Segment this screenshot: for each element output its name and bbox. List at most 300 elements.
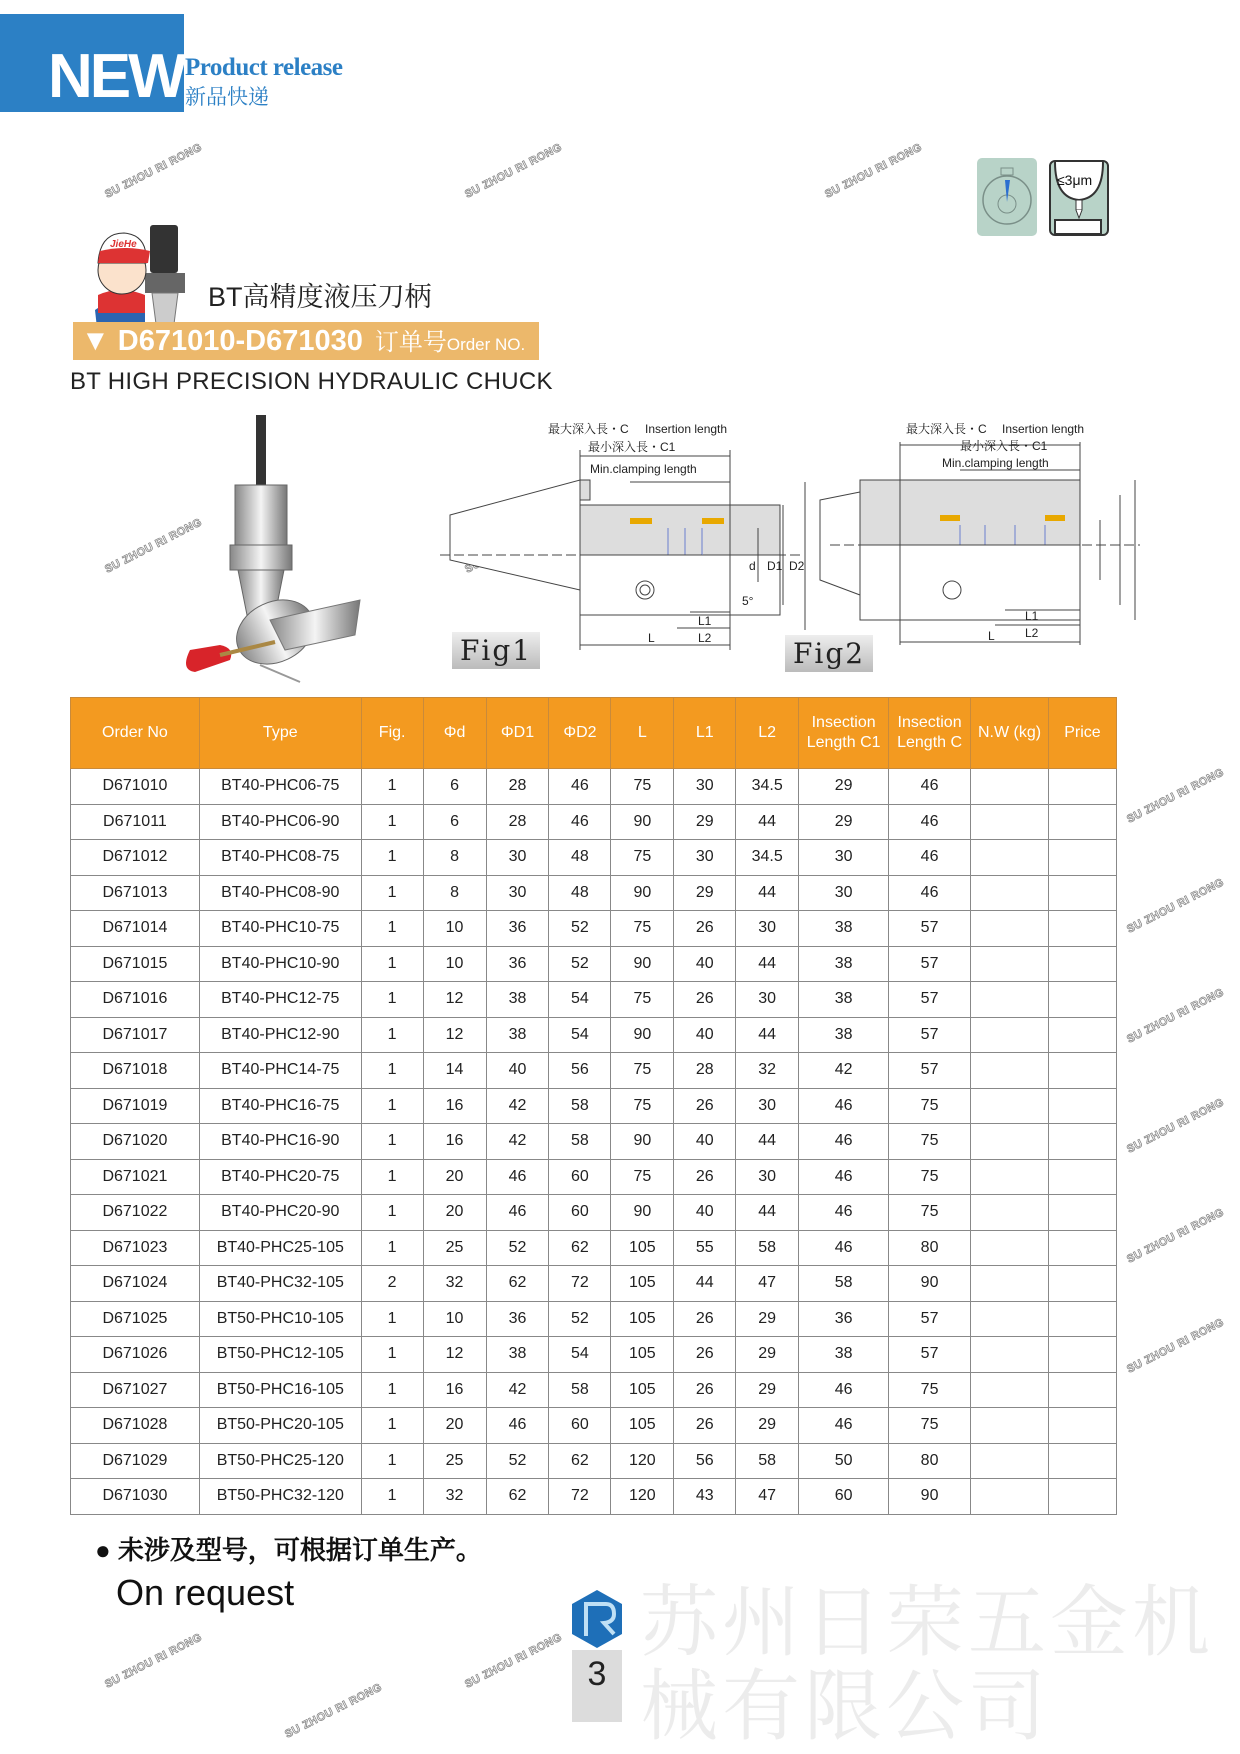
- table-cell: D671022: [71, 1195, 200, 1231]
- table-cell: 57: [889, 1337, 971, 1373]
- watermark: SU ZHOU RI RONG: [1125, 766, 1227, 826]
- order-label-en: Order NO.: [446, 335, 526, 354]
- table-cell: 46: [799, 1124, 889, 1160]
- table-cell: 30: [486, 875, 549, 911]
- table-cell: 29: [736, 1301, 799, 1337]
- dim-L2: L2: [698, 631, 712, 645]
- table-cell: D671018: [71, 1053, 200, 1089]
- table-cell: 90: [611, 946, 674, 982]
- table-cell: 50: [799, 1443, 889, 1479]
- table-row: [71, 1266, 1117, 1302]
- table-cell: 30: [674, 840, 736, 876]
- table-cell: 75: [889, 1195, 971, 1231]
- table-cell: 44: [736, 1124, 799, 1160]
- table-cell: 38: [486, 1017, 549, 1053]
- table-cell: 1: [361, 875, 423, 911]
- table-cell: 80: [889, 1230, 971, 1266]
- table-cell: [971, 804, 1049, 840]
- column-header: Order No: [71, 698, 200, 769]
- table-cell: 42: [486, 1372, 549, 1408]
- table-row: [71, 1195, 1117, 1231]
- table-cell: 8: [423, 840, 486, 876]
- table-cell: 29: [799, 804, 889, 840]
- table-cell: 12: [423, 1337, 486, 1373]
- table-cell: 1: [361, 982, 423, 1018]
- table-cell: 52: [549, 946, 611, 982]
- table-cell: 120: [611, 1479, 674, 1515]
- order-label-cn: 订单号: [374, 329, 447, 356]
- table-cell: 36: [799, 1301, 889, 1337]
- table-cell: [971, 1479, 1049, 1515]
- table-cell: [1048, 1230, 1116, 1266]
- table-cell: D671013: [71, 875, 200, 911]
- table-cell: 1: [361, 769, 423, 805]
- table-cell: 30: [736, 982, 799, 1018]
- table-cell: [971, 1017, 1049, 1053]
- table-cell: 75: [611, 769, 674, 805]
- table-cell: 40: [486, 1053, 549, 1089]
- table-cell: 46: [889, 804, 971, 840]
- fig1-drawing: [440, 450, 805, 650]
- table-cell: [1048, 1017, 1116, 1053]
- table-cell: 44: [736, 875, 799, 911]
- column-header: ΦD2: [549, 698, 611, 769]
- table-cell: 26: [674, 1372, 736, 1408]
- table-header-row: [71, 698, 1117, 769]
- table-cell: 30: [736, 1159, 799, 1195]
- table-cell: 1: [361, 1124, 423, 1160]
- table-cell: D671025: [71, 1301, 200, 1337]
- table-cell: 16: [423, 1124, 486, 1160]
- table-cell: 26: [674, 982, 736, 1018]
- table-cell: BT40-PHC10-75: [199, 911, 361, 947]
- table-cell: 34.5: [736, 840, 799, 876]
- table-cell: 54: [549, 1017, 611, 1053]
- table-cell: 90: [611, 1124, 674, 1160]
- product-title-cn: BT高精度液压刀柄: [208, 282, 432, 312]
- table-cell: 43: [674, 1479, 736, 1515]
- table-cell: D671021: [71, 1159, 200, 1195]
- table-cell: 60: [799, 1479, 889, 1515]
- watermark: SU ZHOU RI RONG: [103, 516, 205, 576]
- table-cell: [971, 1195, 1049, 1231]
- table-cell: BT40-PHC06-75: [199, 769, 361, 805]
- table-cell: 6: [423, 769, 486, 805]
- table-cell: 120: [611, 1443, 674, 1479]
- table-cell: 30: [486, 840, 549, 876]
- watermark: SU ZHOU RI RONG: [463, 1631, 565, 1691]
- table-cell: 42: [486, 1124, 549, 1160]
- table-row: [71, 1479, 1117, 1515]
- fig2-label: Fig2: [785, 635, 873, 672]
- table-cell: D671010: [71, 769, 200, 805]
- table-cell: 26: [674, 1301, 736, 1337]
- table-cell: 46: [799, 1088, 889, 1124]
- table-cell: BT40-PHC20-75: [199, 1159, 361, 1195]
- table-cell: 26: [674, 911, 736, 947]
- table-cell: 28: [486, 769, 549, 805]
- table-cell: 1: [361, 1337, 423, 1373]
- table-cell: 46: [549, 804, 611, 840]
- table-cell: 32: [736, 1053, 799, 1089]
- table-cell: 62: [549, 1230, 611, 1266]
- table-cell: [1048, 1479, 1116, 1515]
- table-cell: 40: [674, 1017, 736, 1053]
- table-cell: 38: [799, 1017, 889, 1053]
- table-cell: D671019: [71, 1088, 200, 1124]
- table-cell: 2: [361, 1266, 423, 1302]
- table-cell: 54: [549, 1337, 611, 1373]
- table-cell: 42: [799, 1053, 889, 1089]
- table-cell: [1048, 1337, 1116, 1373]
- table-cell: BT40-PHC14-75: [199, 1053, 361, 1089]
- table-cell: 36: [486, 946, 549, 982]
- table-cell: 46: [799, 1195, 889, 1231]
- watermark: SU ZHOU RI RONG: [103, 1631, 205, 1691]
- table-cell: 1: [361, 1479, 423, 1515]
- table-cell: 47: [736, 1479, 799, 1515]
- table-cell: 57: [889, 911, 971, 947]
- table-cell: 6: [423, 804, 486, 840]
- table-cell: D671030: [71, 1479, 200, 1515]
- table-cell: 16: [423, 1372, 486, 1408]
- fig1-label: Fig1: [452, 632, 540, 669]
- table-cell: [1048, 1124, 1116, 1160]
- table-cell: 16: [423, 1088, 486, 1124]
- table-cell: 75: [889, 1372, 971, 1408]
- fig2-drawing: [820, 442, 1140, 645]
- table-cell: 46: [799, 1408, 889, 1444]
- table-cell: 46: [889, 769, 971, 805]
- watermark: SU ZHOU RI RONG: [103, 141, 205, 201]
- table-row: [71, 1443, 1117, 1479]
- table-cell: D671011: [71, 804, 200, 840]
- watermark: SU ZHOU RI RONG: [1125, 1096, 1227, 1156]
- table-cell: [971, 1088, 1049, 1124]
- table-cell: 1: [361, 911, 423, 947]
- table-cell: BT50-PHC20-105: [199, 1408, 361, 1444]
- table-row: [71, 982, 1117, 1018]
- table-row: [71, 1408, 1117, 1444]
- table-cell: 60: [549, 1195, 611, 1231]
- table-cell: 105: [611, 1337, 674, 1373]
- table-cell: 52: [486, 1230, 549, 1266]
- product-title-en: BT HIGH PRECISION HYDRAULIC CHUCK: [70, 368, 553, 395]
- watermark: SU ZHOU RI RONG: [1125, 1206, 1227, 1266]
- insertion-length-en: Insertion length: [645, 422, 728, 436]
- table-cell: 1: [361, 1088, 423, 1124]
- table-cell: 58: [549, 1088, 611, 1124]
- watermark: SU ZHOU RI RONG: [1125, 1316, 1227, 1376]
- table-cell: 26: [674, 1088, 736, 1124]
- table-cell: [1048, 1408, 1116, 1444]
- table-row: [71, 1337, 1117, 1373]
- table-cell: 90: [611, 1195, 674, 1231]
- table-cell: 57: [889, 982, 971, 1018]
- table-cell: [971, 946, 1049, 982]
- table-cell: 75: [611, 840, 674, 876]
- table-cell: 1: [361, 1408, 423, 1444]
- table-cell: 46: [486, 1159, 549, 1195]
- table-cell: [1048, 946, 1116, 982]
- table-cell: 29: [674, 804, 736, 840]
- table-cell: 28: [674, 1053, 736, 1089]
- table-cell: BT40-PHC12-90: [199, 1017, 361, 1053]
- column-header: Type: [199, 698, 361, 769]
- company-logo-icon: [572, 1590, 622, 1650]
- table-cell: [971, 1408, 1049, 1444]
- table-cell: 48: [549, 875, 611, 911]
- table-cell: 56: [674, 1443, 736, 1479]
- table-row: [71, 946, 1117, 982]
- table-cell: [971, 875, 1049, 911]
- table-cell: 36: [486, 911, 549, 947]
- dim-D2: D2: [789, 559, 805, 573]
- table-cell: 46: [799, 1372, 889, 1408]
- column-header: L2: [736, 698, 799, 769]
- table-cell: D671017: [71, 1017, 200, 1053]
- table-cell: [1048, 804, 1116, 840]
- table-cell: 12: [423, 982, 486, 1018]
- table-cell: 1: [361, 946, 423, 982]
- table-cell: 62: [549, 1443, 611, 1479]
- order-range-bar: [73, 322, 539, 360]
- table-cell: 62: [486, 1266, 549, 1302]
- dim-L: L: [988, 629, 995, 643]
- table-row: [71, 1053, 1117, 1089]
- table-cell: 32: [423, 1479, 486, 1515]
- table-cell: [1048, 1372, 1116, 1408]
- table-cell: 90: [889, 1266, 971, 1302]
- table-cell: 54: [549, 982, 611, 1018]
- table-cell: 57: [889, 1053, 971, 1089]
- table-cell: D671020: [71, 1124, 200, 1160]
- table-cell: 26: [674, 1337, 736, 1373]
- table-cell: BT40-PHC16-90: [199, 1124, 361, 1160]
- table-row: [71, 1230, 1117, 1266]
- table-cell: 1: [361, 1372, 423, 1408]
- table-cell: 40: [674, 946, 736, 982]
- table-cell: BT50-PHC16-105: [199, 1372, 361, 1408]
- table-cell: 75: [611, 1088, 674, 1124]
- insertion-length-en: Insertion length: [1002, 422, 1085, 436]
- table-cell: 60: [549, 1408, 611, 1444]
- table-cell: 29: [736, 1337, 799, 1373]
- table-cell: 1: [361, 1301, 423, 1337]
- table-cell: 44: [736, 1017, 799, 1053]
- table-cell: [1048, 1159, 1116, 1195]
- table-cell: 46: [889, 840, 971, 876]
- table-cell: 105: [611, 1301, 674, 1337]
- table-cell: [1048, 982, 1116, 1018]
- table-cell: 48: [549, 840, 611, 876]
- min-clamp-cn: 最小深入長・C1: [960, 439, 1048, 453]
- table-cell: 26: [674, 1159, 736, 1195]
- table-row: [71, 1372, 1117, 1408]
- table-cell: 46: [549, 769, 611, 805]
- dim-angle: 5°: [742, 594, 754, 608]
- table-cell: [1048, 1301, 1116, 1337]
- table-cell: 90: [611, 875, 674, 911]
- runout-value: ≤3μm: [1057, 172, 1093, 188]
- table-cell: [971, 1301, 1049, 1337]
- table-cell: 30: [799, 840, 889, 876]
- table-cell: 58: [549, 1372, 611, 1408]
- dim-D1: D1: [767, 559, 783, 573]
- product-photo: [160, 410, 370, 685]
- table-cell: 30: [736, 911, 799, 947]
- table-cell: D671029: [71, 1443, 200, 1479]
- table-cell: 72: [549, 1266, 611, 1302]
- table-cell: D671015: [71, 946, 200, 982]
- table-cell: 30: [736, 1088, 799, 1124]
- insertion-length-cn: 最大深入長・C: [548, 422, 629, 436]
- table-cell: 55: [674, 1230, 736, 1266]
- table-cell: D671027: [71, 1372, 200, 1408]
- table-cell: 90: [889, 1479, 971, 1515]
- table-cell: 46: [799, 1230, 889, 1266]
- column-header: N.W (kg): [971, 698, 1049, 769]
- table-cell: BT40-PHC16-75: [199, 1088, 361, 1124]
- product-release-label: Product release: [185, 54, 343, 81]
- table-cell: BT40-PHC08-75: [199, 840, 361, 876]
- table-cell: 46: [799, 1159, 889, 1195]
- column-header: Price: [1048, 698, 1116, 769]
- column-header: Φd: [423, 698, 486, 769]
- table-row: [71, 769, 1117, 805]
- table-cell: 57: [889, 1301, 971, 1337]
- table-cell: [1048, 1088, 1116, 1124]
- table-cell: 44: [674, 1266, 736, 1302]
- table-cell: D671014: [71, 911, 200, 947]
- column-header: ΦD1: [486, 698, 549, 769]
- table-cell: [1048, 911, 1116, 947]
- table-cell: D671024: [71, 1266, 200, 1302]
- table-cell: 10: [423, 1301, 486, 1337]
- table-cell: 8: [423, 875, 486, 911]
- table-cell: 105: [611, 1408, 674, 1444]
- table-cell: [971, 982, 1049, 1018]
- min-clamp-en: Min.clamping length: [942, 456, 1049, 470]
- dim-L1: L1: [698, 614, 712, 628]
- dim-L: L: [648, 631, 655, 645]
- column-header: L1: [674, 698, 736, 769]
- table-cell: 75: [611, 1053, 674, 1089]
- table-cell: BT40-PHC10-90: [199, 946, 361, 982]
- dial-gauge-icon: [977, 158, 1037, 236]
- table-cell: BT50-PHC12-105: [199, 1337, 361, 1373]
- table-cell: 1: [361, 1017, 423, 1053]
- table-cell: 57: [889, 1017, 971, 1053]
- table-cell: 75: [889, 1408, 971, 1444]
- table-cell: [971, 1266, 1049, 1302]
- mascot-cap-text: JieHe: [110, 239, 137, 250]
- watermark: SU ZHOU RI RONG: [283, 1681, 385, 1741]
- table-cell: 1: [361, 1443, 423, 1479]
- table-cell: [1048, 840, 1116, 876]
- table-cell: 30: [799, 875, 889, 911]
- table-cell: BT40-PHC06-90: [199, 804, 361, 840]
- dim-L1: L1: [1025, 609, 1039, 623]
- table-cell: [1048, 1443, 1116, 1479]
- table-cell: 90: [611, 804, 674, 840]
- table-cell: 75: [889, 1159, 971, 1195]
- table-cell: 1: [361, 1053, 423, 1089]
- table-cell: 58: [736, 1230, 799, 1266]
- table-cell: 52: [549, 911, 611, 947]
- table-cell: 30: [674, 769, 736, 805]
- table-cell: 75: [889, 1088, 971, 1124]
- table-cell: 52: [549, 1301, 611, 1337]
- table-cell: 38: [799, 911, 889, 947]
- table-cell: 20: [423, 1408, 486, 1444]
- table-cell: [971, 769, 1049, 805]
- watermark: SU ZHOU RI RONG: [1125, 876, 1227, 936]
- table-cell: BT40-PHC25-105: [199, 1230, 361, 1266]
- table-cell: 75: [611, 911, 674, 947]
- table-cell: 42: [486, 1088, 549, 1124]
- dim-d: d: [749, 559, 756, 573]
- table-cell: 62: [486, 1479, 549, 1515]
- company-watermark: 苏州日荣五金机械有限公司: [640, 1578, 1215, 1750]
- table-row: [71, 911, 1117, 947]
- table-cell: 38: [799, 1337, 889, 1373]
- table-cell: 58: [736, 1443, 799, 1479]
- table-cell: 29: [674, 875, 736, 911]
- table-cell: BT40-PHC20-90: [199, 1195, 361, 1231]
- table-cell: [1048, 875, 1116, 911]
- table-cell: 12: [423, 1017, 486, 1053]
- table-cell: 72: [549, 1479, 611, 1515]
- table-cell: BT40-PHC32-105: [199, 1266, 361, 1302]
- column-header: Fig.: [361, 698, 423, 769]
- table-cell: 10: [423, 911, 486, 947]
- table-cell: BT50-PHC10-105: [199, 1301, 361, 1337]
- table-cell: 90: [611, 1017, 674, 1053]
- table-row: [71, 1301, 1117, 1337]
- note-cn: ● 未涉及型号，可根据订单生产。: [95, 1535, 482, 1565]
- table-row: [71, 1017, 1117, 1053]
- table-cell: 58: [799, 1266, 889, 1302]
- table-cell: 28: [486, 804, 549, 840]
- order-range: ▼ D671010-D671030: [81, 325, 363, 357]
- table-row: [71, 875, 1117, 911]
- table-cell: [971, 1443, 1049, 1479]
- table-cell: 47: [736, 1266, 799, 1302]
- table-cell: [971, 1053, 1049, 1089]
- table-cell: 25: [423, 1443, 486, 1479]
- table-cell: D671012: [71, 840, 200, 876]
- table-cell: D671016: [71, 982, 200, 1018]
- table-cell: D671026: [71, 1337, 200, 1373]
- table-cell: 10: [423, 946, 486, 982]
- table-cell: [971, 1159, 1049, 1195]
- table-cell: 52: [486, 1443, 549, 1479]
- table-cell: [1048, 1195, 1116, 1231]
- table-cell: D671023: [71, 1230, 200, 1266]
- table-cell: 1: [361, 1159, 423, 1195]
- table-cell: 34.5: [736, 769, 799, 805]
- table-cell: 105: [611, 1266, 674, 1302]
- table-cell: 57: [889, 946, 971, 982]
- table-row: [71, 1088, 1117, 1124]
- table-cell: 44: [736, 1195, 799, 1231]
- table-cell: 75: [611, 982, 674, 1018]
- table-cell: 44: [736, 946, 799, 982]
- table-row: [71, 1159, 1117, 1195]
- table-cell: BT50-PHC32-120: [199, 1479, 361, 1515]
- min-clamp-cn: 最小深入長・C1: [588, 440, 676, 454]
